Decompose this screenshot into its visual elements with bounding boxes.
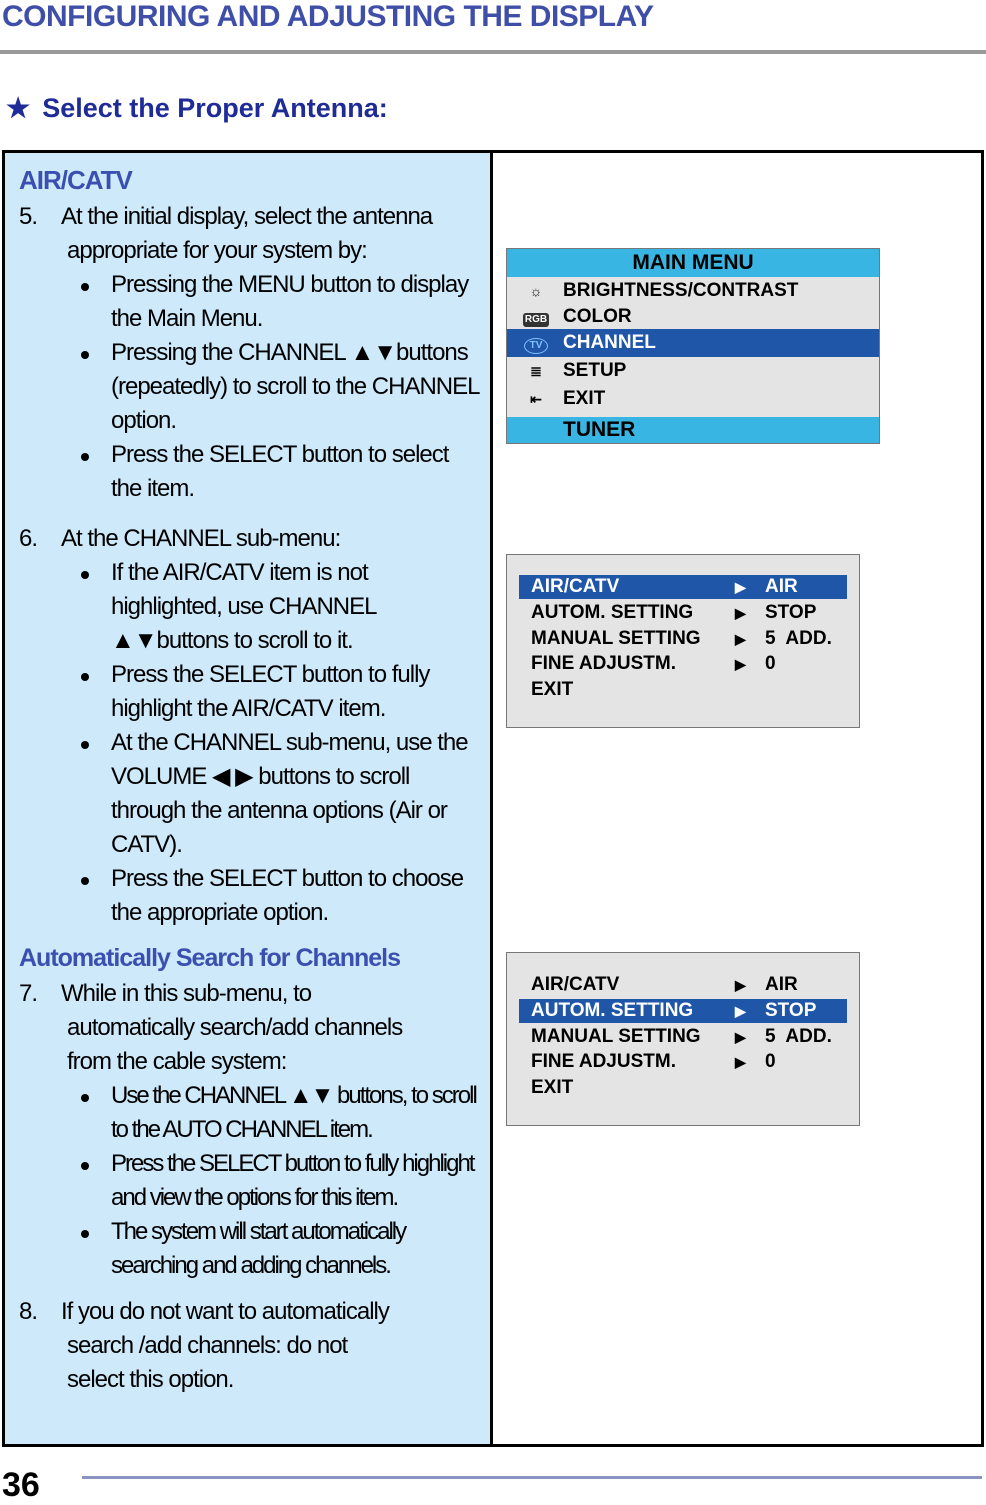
step-5	[19, 200, 480, 268]
step-8	[19, 1295, 480, 1397]
submenu-row-value: 5 ADD.	[765, 1026, 832, 1047]
step-text: from the cable system:	[67, 1048, 287, 1075]
list-item: Press the SELECT button to fully highlight and view the options for this item.	[19, 1147, 480, 1215]
submenu-row-label: FINE ADJUSTM.	[531, 1051, 676, 1072]
submenu-row-air-catv	[519, 973, 847, 997]
menu-item-color	[507, 303, 879, 331]
submenu-row-label: AIR/CATV	[531, 576, 620, 597]
instructions-column	[5, 153, 493, 1444]
submenu-row-label: AUTOM. SETTING	[531, 602, 694, 623]
submenu-row-value: 0	[765, 653, 776, 674]
list-item: Pressing the CHANNEL ▲▼buttons (repeatedly) to scroll to the CHANNEL option.	[19, 336, 480, 438]
list-item: Press the SELECT button to fully highlight the AIR/CATV item.	[19, 658, 480, 726]
menu-item-label: COLOR	[563, 306, 632, 327]
menu-item-label: BRIGHTNESS/CONTRAST	[563, 280, 799, 301]
step-text: At the initial display, select the antenna	[61, 203, 433, 230]
submenu-row-label: EXIT	[531, 679, 574, 700]
submenu-row-autom-setting	[519, 601, 847, 625]
channel-submenu-air	[506, 554, 860, 728]
submenu-row-fine-adjustm	[519, 1050, 847, 1074]
step-7-bullets	[19, 1079, 480, 1283]
step-text: While in this sub-menu, to	[61, 980, 312, 1007]
arrow-right-icon: ▶	[735, 1003, 746, 1019]
submenu-row-manual-setting	[519, 627, 847, 651]
star-icon: ★	[6, 93, 31, 123]
menu-item-label: EXIT	[563, 388, 606, 409]
step-6-bullets	[19, 556, 480, 930]
list-item: Press the SELECT button to select the item.	[19, 438, 480, 506]
submenu-row-value: AIR	[765, 974, 798, 995]
step-text: If you do not want to automatically	[61, 1298, 389, 1325]
section-heading	[6, 93, 388, 124]
arrow-right-icon: ▶	[735, 1054, 746, 1070]
arrow-right-icon: ▶	[735, 977, 746, 993]
arrow-right-icon: ▶	[735, 631, 746, 647]
brightness-icon: ☼	[529, 283, 543, 299]
auto-search-heading: Automatically Search for Channels	[19, 944, 401, 972]
step-number: 5.	[19, 203, 38, 230]
submenu-row-label: AIR/CATV	[531, 974, 620, 995]
submenu-row-value: AIR	[765, 576, 798, 597]
submenu-row-value: 0	[765, 1051, 776, 1072]
arrow-right-icon: ▶	[735, 656, 746, 672]
step-5-bullets	[19, 268, 480, 506]
submenu-row-value: 5 ADD.	[765, 628, 832, 649]
menu-item-setup	[507, 357, 879, 385]
main-menu-title: MAIN MENU	[507, 249, 879, 277]
section-heading-text: Select the Proper Antenna:	[42, 93, 388, 123]
step-number: 8.	[19, 1298, 38, 1325]
rgb-icon: RGB	[524, 314, 548, 325]
step-text: select this option.	[67, 1366, 234, 1393]
step-text: At the CHANNEL sub-menu:	[61, 525, 341, 552]
submenu-row-value: STOP	[765, 602, 817, 623]
submenu-row-label: EXIT	[531, 1077, 574, 1098]
menu-item-channel	[507, 329, 879, 357]
step-text: search /add channels: do not	[67, 1332, 348, 1359]
step-number: 6.	[19, 525, 38, 552]
step-text: automatically search/add channels	[67, 1014, 403, 1041]
submenu-row-manual-setting	[519, 1025, 847, 1049]
list-item: If the AIR/CATV item is not highlighted, use CHANNEL ▲▼buttons to scroll to it.	[19, 556, 480, 658]
submenu-row-exit	[519, 678, 847, 702]
list-item: Use the CHANNEL ▲▼ buttons, to scroll to the AUTO CHANNEL item.	[19, 1079, 480, 1147]
submenu-row-fine-adjustm	[519, 652, 847, 676]
main-menu-footer: TUNER	[507, 417, 879, 443]
step-text: appropriate for your system by:	[67, 237, 367, 264]
exit-icon: ⇤	[530, 391, 542, 407]
step-6	[19, 522, 480, 556]
submenu-row-value: STOP	[765, 1000, 817, 1021]
channel-submenu-autom	[506, 952, 860, 1126]
menu-item-exit	[507, 385, 879, 413]
tv-icon: TV	[521, 333, 551, 353]
submenu-row-label: AUTOM. SETTING	[531, 1000, 694, 1021]
arrow-right-icon: ▶	[735, 579, 746, 595]
list-item: At the CHANNEL sub-menu, use the VOLUME ◀ ▶ buttons to scroll through the antenna options (Air or CATV).	[19, 726, 480, 862]
menu-item-label: CHANNEL	[563, 332, 656, 353]
header-rule	[0, 50, 986, 54]
page-header-title: CONFIGURING AND ADJUSTING THE DISPLAY	[2, 0, 654, 33]
step-number: 7.	[19, 980, 38, 1007]
submenu-row-exit	[519, 1076, 847, 1100]
submenu-row-label: MANUAL SETTING	[531, 1026, 701, 1047]
page-number: 36	[2, 1466, 40, 1504]
step-7	[19, 977, 480, 1079]
menu-item-brightness	[507, 277, 879, 305]
menu-item-label: SETUP	[563, 360, 627, 381]
submenu-row-label: FINE ADJUSTM.	[531, 653, 676, 674]
arrow-right-icon: ▶	[735, 605, 746, 621]
list-item: Press the SELECT button to choose the appropriate option.	[19, 862, 480, 930]
air-catv-heading: AIR/CATV	[19, 165, 132, 195]
setup-icon: ≣	[530, 363, 542, 379]
list-item: Pressing the MENU button to display the Main Menu.	[19, 268, 480, 336]
submenu-row-air-catv	[519, 575, 847, 599]
submenu-row-autom-setting	[519, 999, 847, 1023]
arrow-right-icon: ▶	[735, 1029, 746, 1045]
main-menu-screen	[506, 248, 880, 444]
list-item: The system will start automatically searching and adding channels.	[19, 1215, 480, 1283]
footer-rule	[82, 1476, 982, 1479]
submenu-row-label: MANUAL SETTING	[531, 628, 701, 649]
